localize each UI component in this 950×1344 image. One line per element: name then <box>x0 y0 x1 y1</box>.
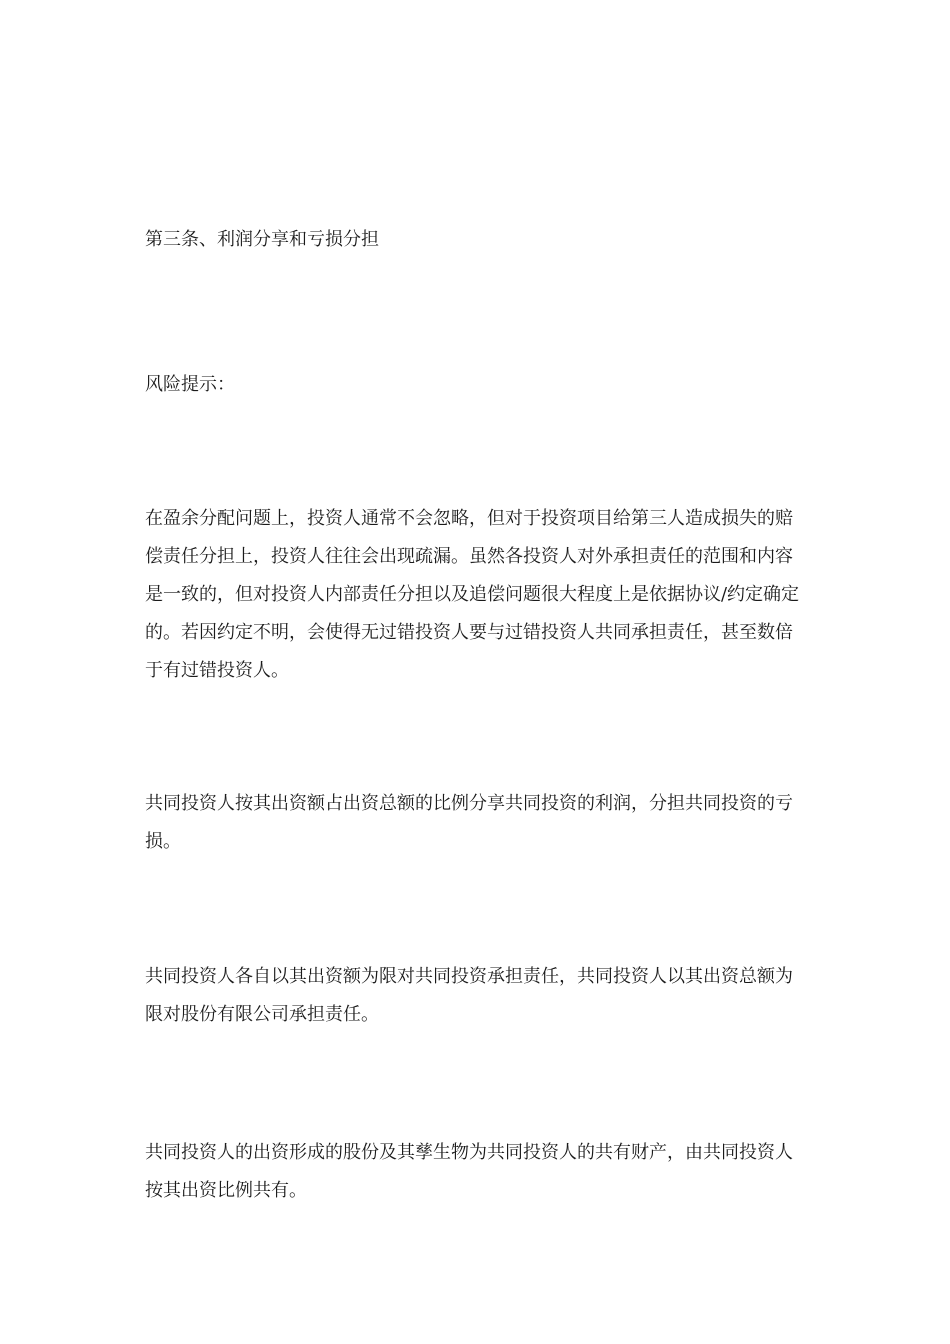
article-heading: 第三条、利润分享和亏损分担 <box>145 229 379 250</box>
joint-property-paragraph: 共同投资人的出资形成的股份及其孳生物为共同投资人的共有财产，由共同投资人按其出资比例共有。 <box>145 1142 793 1201</box>
risk-warning-label: 风险提示： <box>145 374 235 395</box>
profit-sharing-paragraph: 共同投资人按其出资额占出资总额的比例分享共同投资的利润，分担共同投资的亏损。 <box>145 793 793 852</box>
liability-paragraph: 共同投资人各自以其出资额为限对共同投资承担责任，共同投资人以其出资总额为限对股份有限公司承担责任。 <box>145 966 793 1025</box>
risk-paragraph: 在盈余分配问题上，投资人通常不会忽略，但对于投资项目给第三人造成损失的赔偿责任分担上，投资人往往会出现疏漏。虽然各投资人对外承担责任的范围和内容是一致的，但对投资人内部责任分担以及追偿问题很大程度上是依据协议/约定确定的。若因约定不明，会使得无过错投资人要与过错投资人共同承担责任，甚至数倍于有过错投资人。 <box>145 508 800 681</box>
